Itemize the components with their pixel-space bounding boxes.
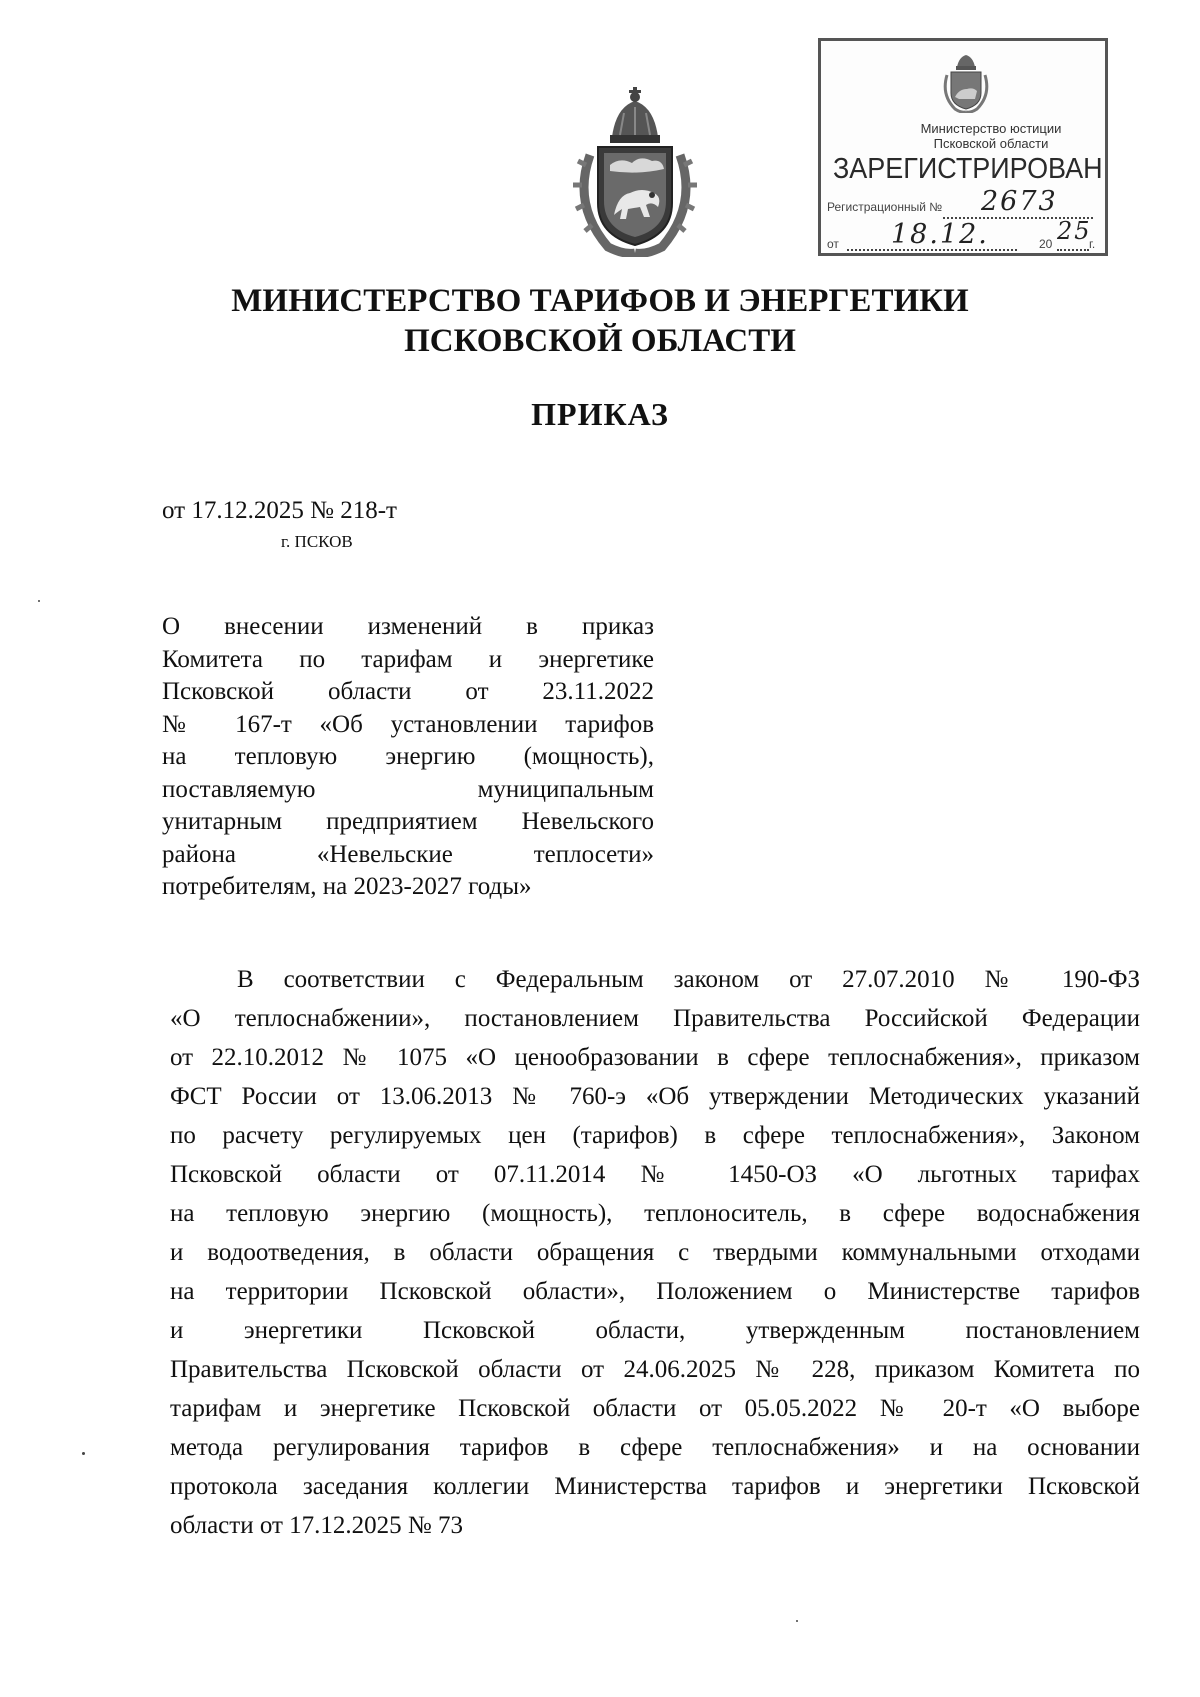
- stamp-year-line: [1057, 249, 1089, 251]
- ministry-title-line: ПСКОВСКОЙ ОБЛАСТИ: [404, 323, 796, 359]
- subject-line: на тепловую энергию (мощность),: [162, 743, 654, 770]
- document-date-number: от 17.12.2025 № 218-т: [162, 497, 397, 524]
- coat-of-arms-emblem: [568, 85, 702, 257]
- stamp-date-prefix: от: [827, 237, 839, 251]
- body-line: от 22.10.2012 № 1075 «О ценообразовании в сфере теплоснабжения», приказом: [170, 1044, 1140, 1071]
- body-line: на территории Псковской области», Положением о Министерстве тарифов: [170, 1278, 1140, 1305]
- stamp-year-prefix: 20: [1039, 237, 1053, 251]
- subject-line: района «Невельские теплосети»: [162, 840, 654, 868]
- body-line: Правительства Псковской области от 24.06.2025 № 228, приказом Комитета по: [170, 1356, 1140, 1383]
- scan-speck: [82, 1452, 85, 1455]
- body-line: протокола заседания коллегии Министерства тарифов и энергетики Псковской: [170, 1473, 1140, 1500]
- stamp-date-value: 18.12.: [891, 219, 989, 250]
- body-line: по расчету регулируемых цен (тарифов) в сфере теплоснабжения», Законом: [170, 1122, 1140, 1149]
- stamp-year-value: 25: [1057, 217, 1092, 245]
- registration-stamp: [818, 38, 1108, 256]
- subject-line: Псковской области от 23.11.2022: [162, 678, 654, 705]
- subject-line: унитарным предприятием Невельского: [162, 808, 654, 835]
- subject-line: потребителям, на 2023-2027 годы»: [162, 873, 532, 900]
- stamp-reg-number-label: Регистрационный №: [827, 200, 943, 214]
- subject-line: О внесении изменений в приказ: [162, 613, 654, 640]
- body-line: метода регулирования тарифов в сфере теплоснабжения» и на основании: [170, 1434, 1140, 1461]
- stamp-year-unit: г.: [1089, 237, 1096, 251]
- ministry-title: [0, 281, 1200, 361]
- stamp-ministry-line: Министерство юстиции: [920, 121, 1062, 136]
- body-line: «О теплоснабжении», постановлением Правительства Российской Федерации: [170, 1005, 1140, 1032]
- document-subject: [162, 611, 654, 904]
- stamp-ministry-line: Псковской области: [933, 136, 1049, 151]
- subject-line: № 167-т «Об установлении тарифов: [162, 710, 654, 738]
- scan-speck: [796, 1620, 798, 1622]
- body-line: и водоотведения, в области обращения с твердыми коммунальными отходами: [170, 1239, 1140, 1266]
- document-type-heading: ПРИКАЗ: [531, 396, 669, 432]
- scan-speck: [38, 600, 40, 602]
- body-line: на тепловую энергию (мощность), теплоноситель, в сфере водоснабжения: [170, 1200, 1140, 1227]
- subject-line: Комитета по тарифам и энергетике: [162, 645, 654, 673]
- body-line: тарифам и энергетике Псковской области от 05.05.2022 № 20-т «О выборе: [170, 1395, 1140, 1422]
- body-line: ФСТ России от 13.06.2013 № 760-э «Об утверждении Методических указаний: [170, 1083, 1140, 1110]
- ministry-title-line: МИНИСТЕРСТВО ТАРИФОВ И ЭНЕРГЕТИКИ: [231, 283, 969, 319]
- document-city: г. ПСКОВ: [281, 532, 353, 551]
- stamp-emblem-icon: [939, 51, 993, 113]
- subject-line: поставляемую муниципальным: [162, 775, 654, 803]
- document-body-paragraph: [170, 960, 1140, 1545]
- body-line: В соответствии с Федеральным законом от 27.07.2010 № 190-ФЗ: [237, 966, 1140, 993]
- stamp-registered-label: ЗАРЕГИСТРИРОВАН: [833, 153, 1103, 185]
- body-line: Псковской области от 07.11.2014 № 1450-ОЗ «О льготных тарифах: [170, 1161, 1140, 1188]
- stamp-reg-number-value: 2673: [981, 186, 1058, 217]
- stamp-ministry-name: [881, 121, 1101, 151]
- body-line: и энергетики Псковской области, утвержденным постановлением: [170, 1317, 1140, 1344]
- body-line: области от 17.12.2025 № 73: [170, 1512, 464, 1539]
